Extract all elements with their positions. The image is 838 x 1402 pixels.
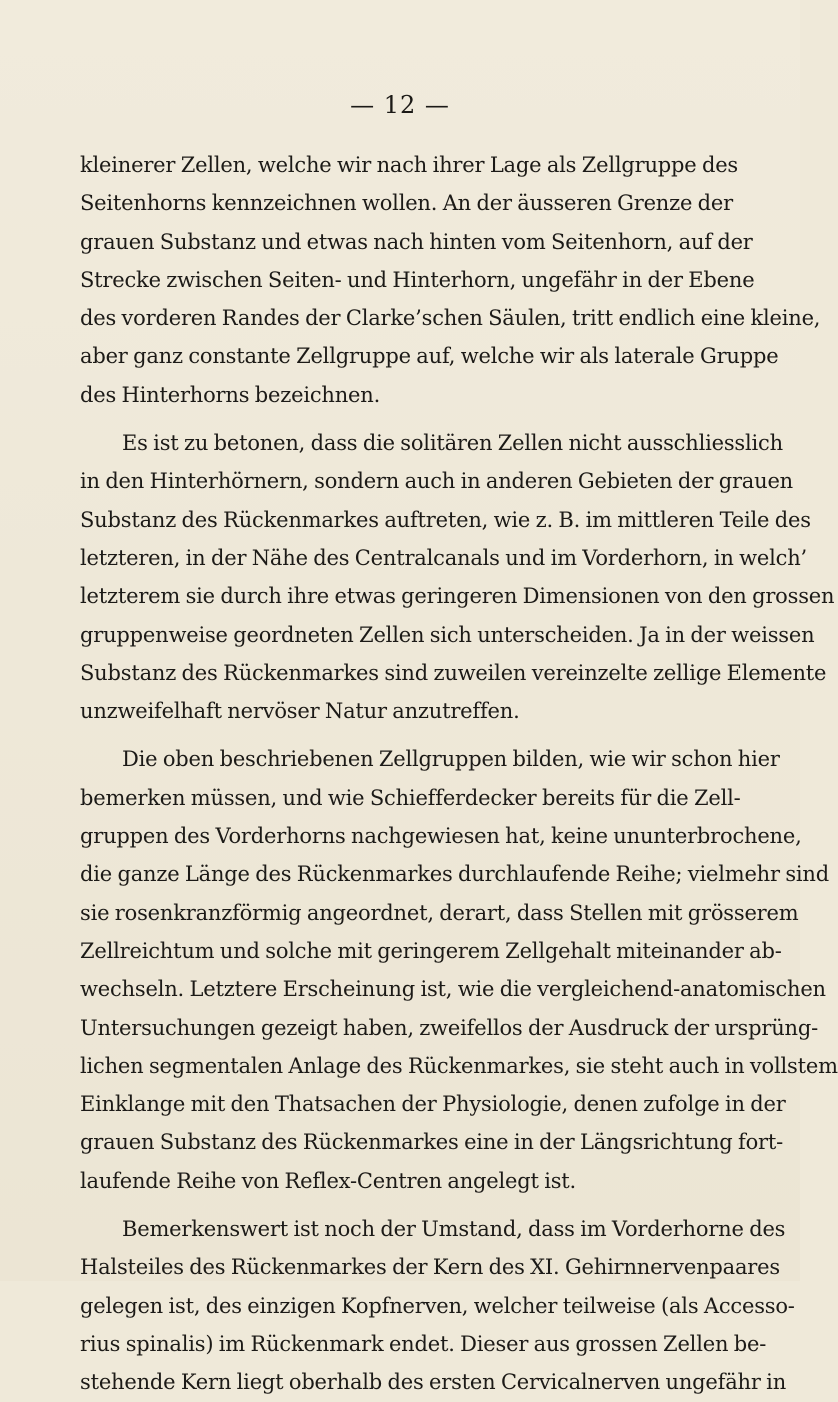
text-line: Substanz des Rückenmarkes auftreten, wie z. B. im mittleren Teile des [80, 507, 811, 532]
text-line: Bemerkenswert ist noch der Umstand, dass im Vorderhorne des [122, 1217, 786, 1242]
text-line: unzweifelhaft nervöser Natur anzutreffen. [80, 699, 520, 724]
paragraph-gap [80, 730, 732, 740]
text-line: Die oben beschriebenen Zellgruppen bilden, wie wir schon hier [122, 747, 780, 772]
text-line: Strecke zwischen Seiten- und Hinterhorn, ungefähr in der Ebene [80, 267, 755, 292]
text-line: sie rosenkranzförmig angeordnet, derart, dass Stellen mit grösserem [80, 900, 799, 925]
text-line: Es ist zu betonen, dass die solitären Zellen nicht ausschliesslich [122, 431, 783, 456]
text-line: gelegen ist, des einzigen Kopfnerven, welcher teilweise (als Accesso- [80, 1293, 795, 1318]
text-line: Zellreichtum und solche mit geringerem Zellgehalt miteinander ab- [80, 938, 782, 963]
text-line: die ganze Länge des Rückenmarkes durchlaufende Reihe; vielmehr sind [80, 862, 829, 887]
text-line: des Hinterhorns bezeichnen. [80, 382, 381, 407]
text-line: des vorderen Randes der Clarke’schen Säulen, tritt endlich eine kleine, [80, 306, 821, 331]
text-line: lichen segmentalen Anlage des Rückenmarkes, sie steht auch in vollstem [80, 1053, 838, 1078]
text-line: rius spinalis) im Rückenmark endet. Dieser aus grossen Zellen be- [80, 1331, 767, 1356]
text-line: letzterem sie durch ihre etwas geringeren Dimensionen von den grossen [80, 584, 835, 609]
text-line: aber ganz constante Zellgruppe auf, welche wir als laterale Gruppe [80, 344, 779, 369]
text-line: wechseln. Letztere Erscheinung ist, wie die vergleichend-anatomischen [80, 977, 826, 1002]
text-line: stehende Kern liegt oberhalb des ersten Cervicalnerven ungefähr in [80, 1370, 787, 1395]
text-line: Halsteiles des Rückenmarkes der Kern des XI. Gehirnnervenpaares [80, 1255, 780, 1280]
text-line: in den Hinterhörnern, sondern auch in anderen Gebieten der grauen [80, 469, 794, 494]
text-line: Untersuchungen gezeigt haben, zweifellos der Ausdruck der ursprüng- [80, 1015, 818, 1040]
text-line: Einklange mit den Thatsachen der Physiologie, denen zufolge in der [80, 1092, 786, 1117]
paragraph [80, 740, 838, 1200]
text-line: bemerken müssen, und wie Schiefferdecker bereits für die Zell- [80, 785, 741, 810]
paragraph [80, 146, 821, 414]
page-number: — 12 — [350, 91, 450, 119]
body-text [80, 146, 838, 1402]
paragraph [80, 1210, 795, 1401]
paragraph-gap [80, 1200, 732, 1210]
text-line: kleinerer Zellen, welche wir nach ihrer Lage als Zellgruppe des [80, 153, 739, 177]
text-line: letzteren, in der Nähe des Centralcanals und im Vorderhorn, in welch’ [80, 545, 808, 570]
text-line: gruppen des Vorderhorns nachgewiesen hat, keine ununterbrochene, [80, 824, 802, 849]
paragraph-gap [80, 414, 732, 424]
text-line: Seitenhorns kennzeichnen wollen. An der äusseren Grenze der [80, 191, 733, 216]
text-line: gruppenweise geordneten Zellen sich unterscheiden. Ja in der weissen [80, 622, 815, 647]
text-line: Substanz des Rückenmarkes sind zuweilen vereinzelte zellige Elemente [80, 660, 827, 685]
text-line: grauen Substanz und etwas nach hinten vom Seitenhorn, auf der [80, 229, 753, 254]
paragraph [80, 424, 835, 730]
text-line: laufende Reihe von Reflex-Centren angelegt ist. [80, 1168, 576, 1193]
text-line: grauen Substanz des Rückenmarkes eine in der Längsrichtung fort- [80, 1130, 784, 1155]
